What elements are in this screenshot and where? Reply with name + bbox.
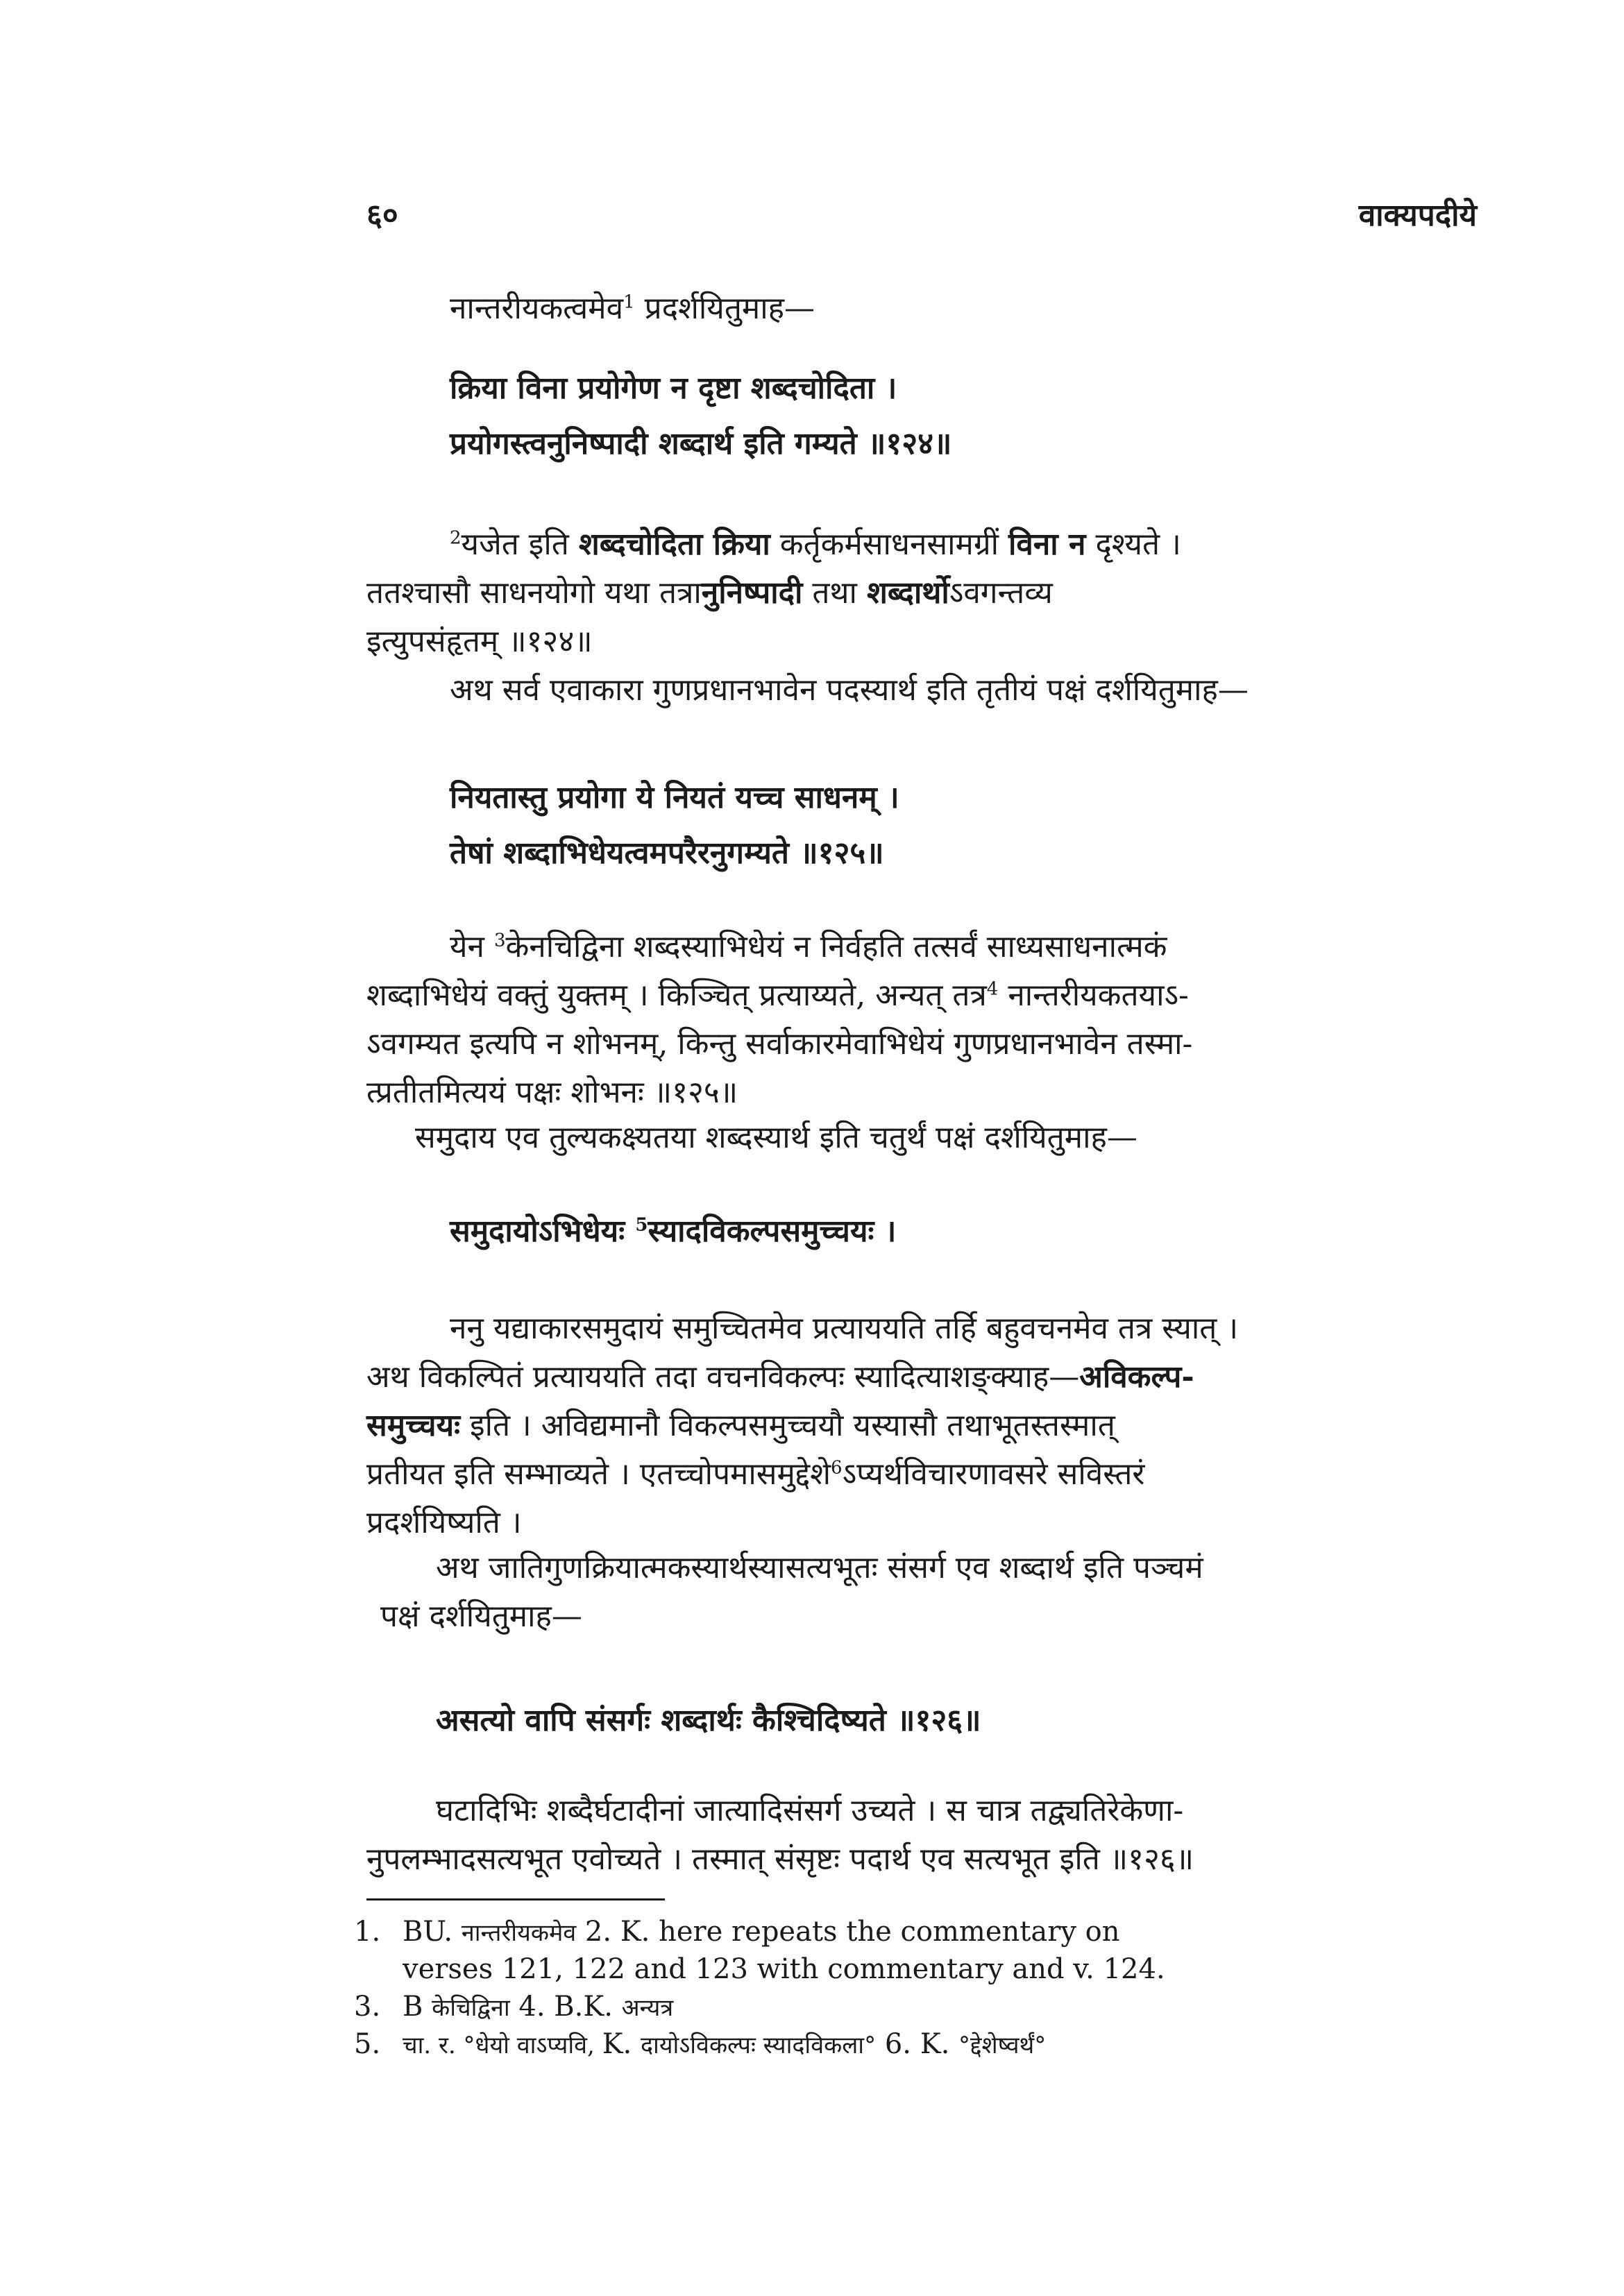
bold-text: समुच्चयः <box>366 1408 460 1443</box>
intro-line-4a: अथ जातिगुणक्रियात्मकस्यार्थस्यासत्यभूतः संसर्ग एव शब्दार्थ इति पञ्चमं <box>436 1550 1203 1585</box>
footnote-ref: 6 <box>831 1457 843 1479</box>
text: अथ विकल्पितं प्रत्याययति तदा वचनविकल्पः स्यादित्याशङ्क्याह— <box>366 1359 1080 1395</box>
verse-124-line-a: क्रिया विना प्रयोगेण न दृष्टा शब्दचोदिता । <box>450 371 897 406</box>
footnote-1 <box>354 1914 1119 1951</box>
text: ऽप्यर्थविचारणावसरे सविस्तरं <box>842 1456 1145 1492</box>
footnote-3 <box>354 1989 673 2026</box>
commentary-126a-line-1: ननु यद्याकारसमुदायं समुच्चितमेव प्रत्याययति तर्हि बहुवचनमेव तत्र स्यात् । <box>450 1311 1239 1346</box>
text: 6. K. <box>876 2028 959 2060</box>
text: केनचिद्विना शब्दस्याभिधेयं न निर्वहति तत्सर्वं साध्यसाधनात्मकं <box>505 929 1167 964</box>
commentary-124-line-1 <box>450 524 1449 566</box>
text: ऽवगन्तव्य <box>949 575 1053 611</box>
bold-text: अविकल्प- <box>1079 1359 1194 1395</box>
text: प्रतीयत इति सम्भाव्यते । एतच्चोपमासमुद्देशे <box>366 1456 831 1492</box>
intro-line-4b: पक्षं दर्शयितुमाह— <box>380 1599 582 1634</box>
footnote-number: 5. <box>354 2028 381 2060</box>
commentary-125-line-1 <box>450 926 1167 968</box>
running-head: वाक्यपदीये <box>1358 198 1477 233</box>
bold-text: शब्दार्थो <box>866 575 949 611</box>
verse-126b: असत्यो वापि संसर्गः शब्दार्थः कैश्चिदिष्यते ॥१२६॥ <box>436 1703 981 1738</box>
text: समुदायोऽभिधेयः <box>450 1214 636 1249</box>
footnote-ref: 5 <box>635 1214 648 1236</box>
intro-text: नान्तरीयकत्वमेव <box>450 291 624 326</box>
text: 2. K. here repeats the commentary on <box>576 1916 1120 1948</box>
commentary-126a-line-5: प्रदर्शयिष्यति । <box>366 1505 522 1540</box>
footnote-5 <box>354 2026 1046 2064</box>
text: अन्यत्र <box>621 1994 674 2022</box>
footnote-1-cont: verses 121, 122 and 123 with commentary and v. 124. <box>403 1953 1165 1985</box>
footnote-number: 3. <box>354 1991 381 2023</box>
bold-text: शब्दचोदिता क्रिया <box>578 527 770 562</box>
footnote-rule <box>366 1898 665 1900</box>
text: केचिद्विना <box>432 1994 510 2022</box>
text: BU. <box>403 1916 462 1948</box>
text: K. <box>602 2028 641 2060</box>
text: येन <box>450 929 494 964</box>
text: 4. B.K. <box>509 1991 622 2023</box>
commentary-124-line-2 <box>366 572 1053 614</box>
page-number: ६० <box>366 198 398 233</box>
text: नान्तरीयकमेव <box>461 1919 577 1947</box>
commentary-124-line-3: इत्युपसंहृतम् ॥१२४॥ <box>366 624 593 659</box>
text: नान्तरीयकतयाऽ- <box>998 978 1189 1013</box>
commentary-125-line-4: त्प्रतीतमित्ययं पक्षः शोभनः ॥१२५॥ <box>366 1075 738 1110</box>
footnote-number: 1. <box>354 1916 381 1948</box>
intro-line-2: अथ सर्व एवाकारा गुणप्रधानभावेन पदस्यार्थ इति तृतीयं पक्षं दर्शयितुमाह— <box>450 672 1249 708</box>
bold-text: विना न <box>1008 527 1086 562</box>
intro-text: प्रदर्शयितुमाह— <box>634 291 815 326</box>
bold-text: नुनिष्पादी <box>701 575 803 611</box>
text: ततश्चासौ साधनयोगो यथा तत्रा <box>366 575 702 611</box>
footnote-ref: 3 <box>493 930 506 951</box>
text: शब्दाभिधेयं वक्तुं युक्तम् । किञ्चित् प्रत्याय्यते, अन्यत् तत्र <box>366 978 987 1013</box>
text: तथा <box>802 575 867 611</box>
footnote-ref: 1 <box>623 291 635 313</box>
text: यजेत इति <box>461 527 579 562</box>
commentary-125-line-2 <box>366 975 1189 1017</box>
text: स्यादविकल्पसमुच्चयः । <box>648 1214 897 1249</box>
commentary-126b-line-2: नुपलम्भादसत्यभूत एवोच्यते । तस्मात् संसृष्टः पदार्थ एव सत्यभूत इति ॥१२६॥ <box>366 1842 1194 1877</box>
footnote-ref: 4 <box>986 978 999 1000</box>
text: B <box>403 1991 432 2023</box>
commentary-125-line-3: ऽवगम्यत इत्यपि न शोभनम्, किन्तु सर्वाकारमेवाभिधेयं गुणप्रधानभावेन तस्मा- <box>366 1026 1193 1062</box>
verse-125-line-a: नियतास्तु प्रयोगा ये नियतं यच्च साधनम् । <box>450 780 899 815</box>
text: कर्तृकर्मसाधनसामग्रीं <box>770 527 1009 562</box>
intro-line-3: समुदाय एव तुल्यकक्ष्यतया शब्दस्यार्थ इति चतुर्थं पक्षं दर्शयितुमाह— <box>415 1120 1137 1155</box>
text: दृश्यते । <box>1085 527 1181 562</box>
page-header <box>366 193 1477 235</box>
verse-125-line-b: तेषां शब्दाभिधेयत्वमपरैरनुगम्यते ॥१२५॥ <box>450 835 884 871</box>
commentary-126a-line-2 <box>366 1357 1194 1398</box>
text: चा. र. °धेयो वाऽप्यवि, <box>403 2032 602 2059</box>
commentary-126a-line-4 <box>366 1454 1144 1495</box>
verse-124-line-b: प्रयोगस्त्वनुनिष्पादी शब्दार्थ इति गम्यते ॥१२४॥ <box>450 426 952 461</box>
text: दायोऽविकल्पः स्यादविकला° <box>640 2032 877 2059</box>
commentary-126b-line-1: घटादिभिः शब्दैर्घटादीनां जात्यादिसंसर्ग उच्यते । स चात्र तद्व्यतिरेकेणा- <box>436 1793 1184 1828</box>
verse-126-line-a <box>450 1211 896 1252</box>
intro-line-1 <box>450 288 815 330</box>
footnote-ref: 2 <box>450 527 462 549</box>
text: °द्देशेष्वर्थं° <box>958 2032 1047 2059</box>
commentary-126a-line-3 <box>366 1405 1115 1447</box>
text: इति । अविद्यमानौ विकल्पसमुच्चयौ यस्यासौ तथाभूतस्तस्मात् <box>460 1408 1115 1443</box>
